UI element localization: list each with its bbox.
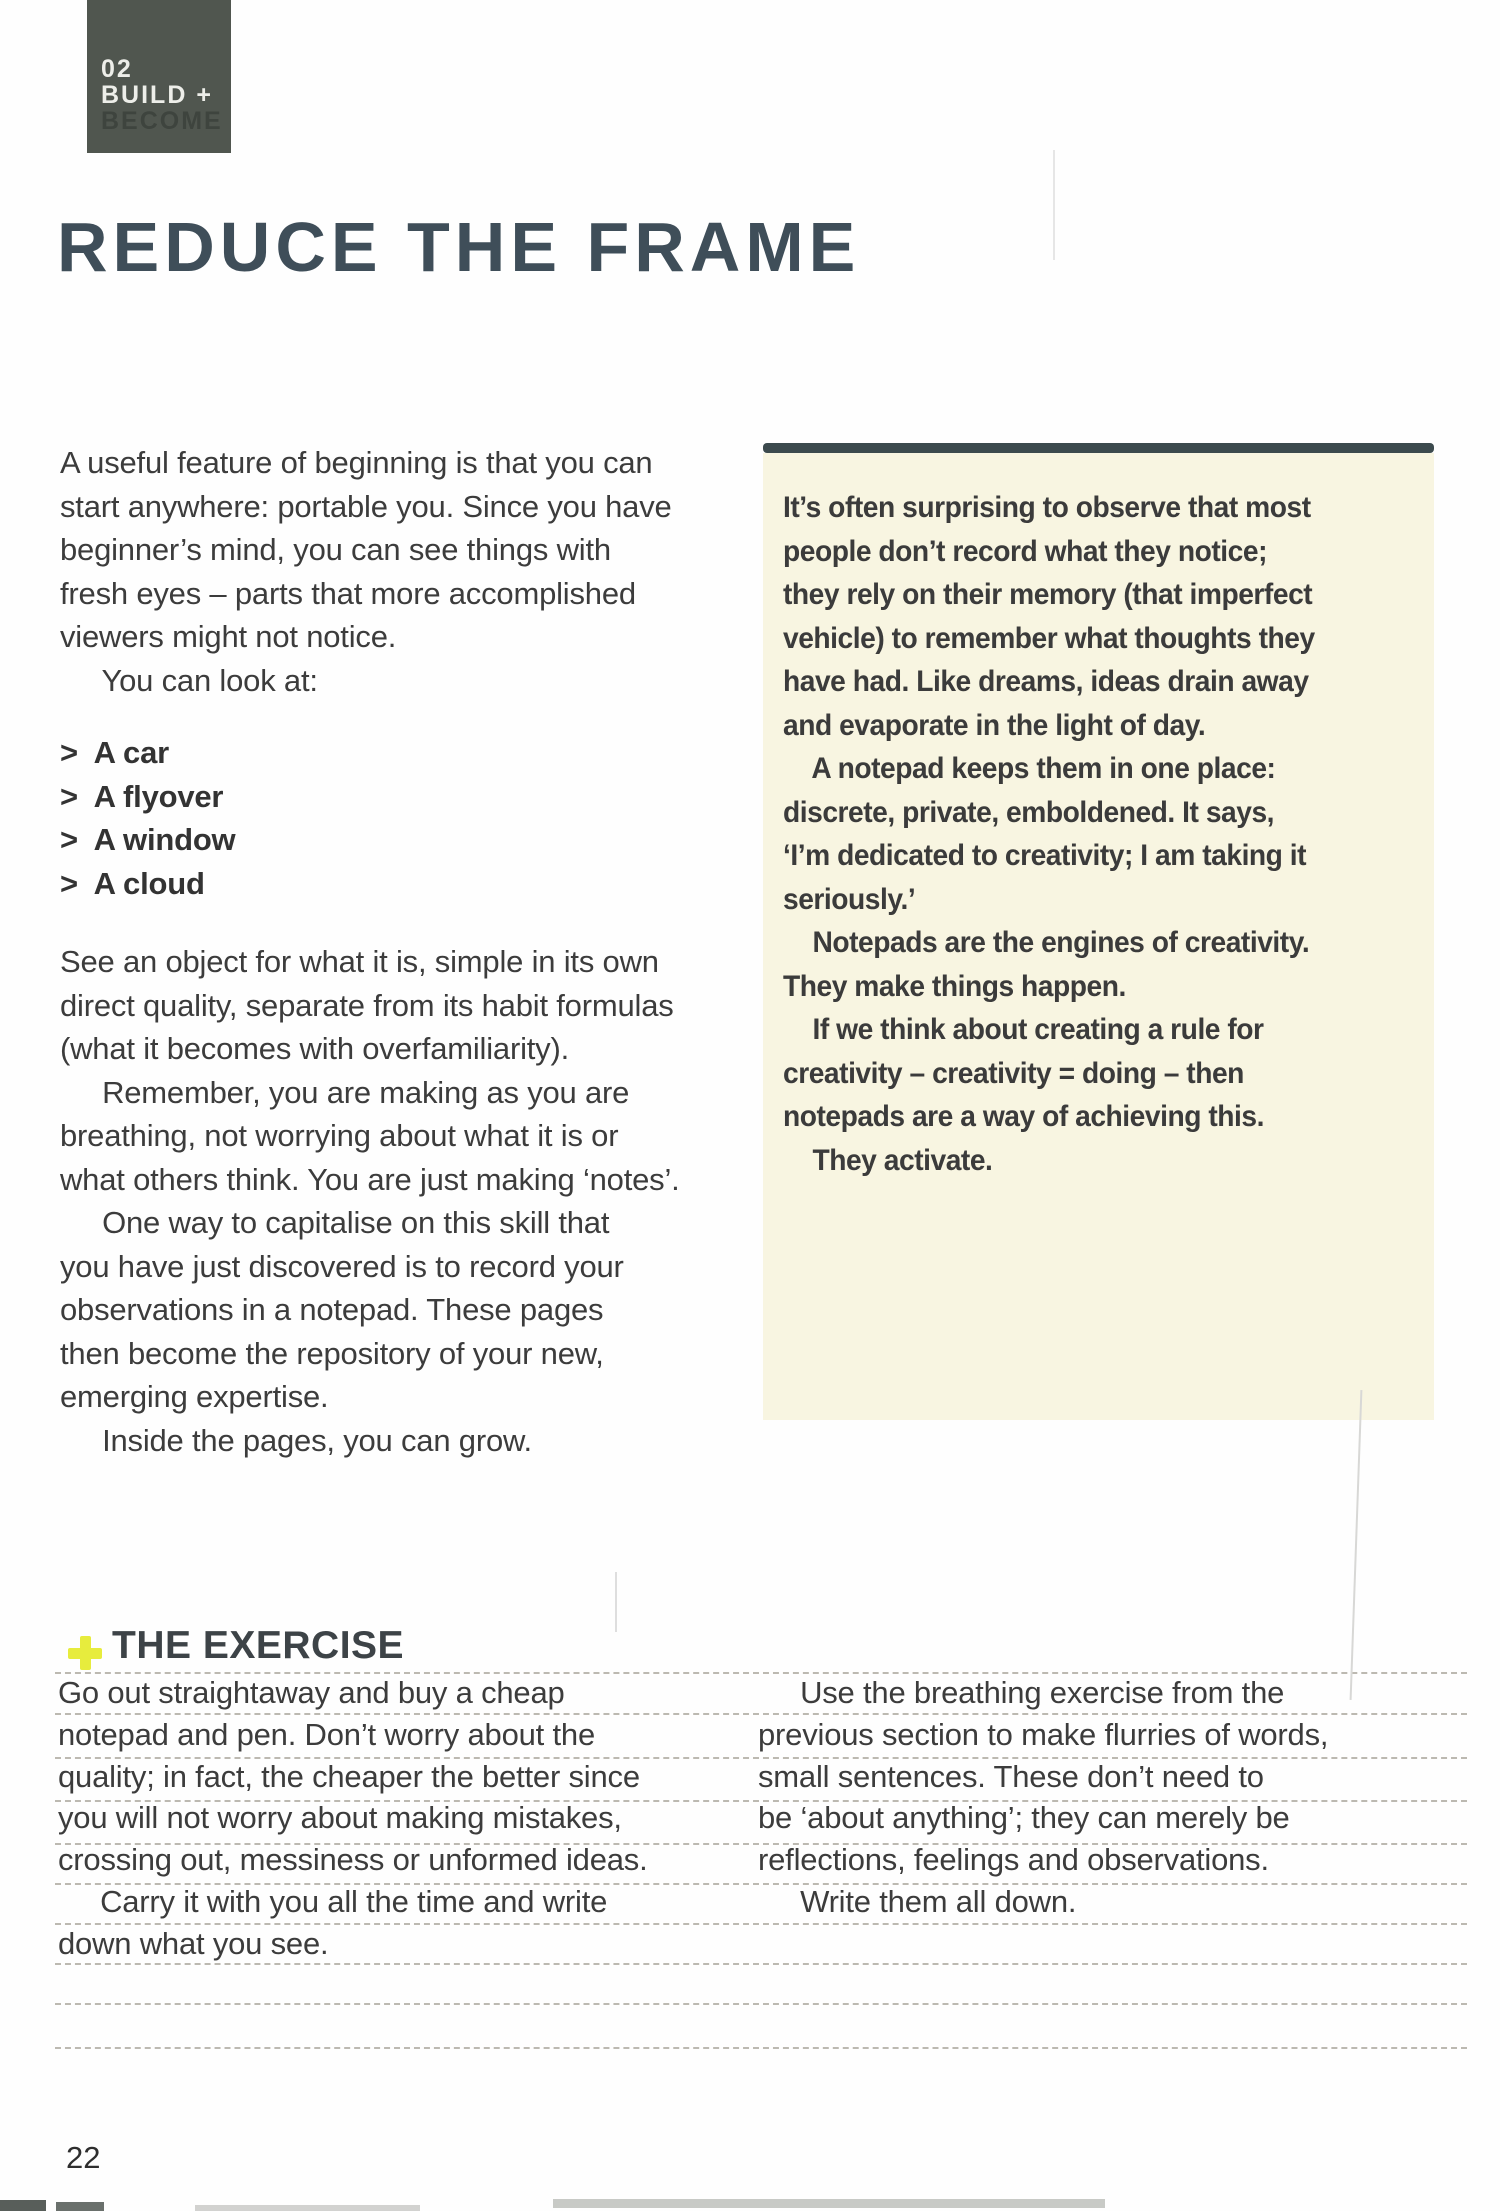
text-line: you will not worry about making mistakes, <box>58 1800 622 1836</box>
text-line: be ‘about anything’; they can merely be <box>758 1800 1290 1836</box>
text-line: you have just discovered is to record your <box>60 1248 624 1284</box>
text-line: (what it becomes with overfamiliarity). <box>60 1031 570 1066</box>
text-line: One way to capitalise on this skill that <box>60 1205 610 1240</box>
chapter-series-become: BECOME <box>101 107 223 135</box>
plus-icon <box>68 1636 102 1670</box>
text-line: > A window <box>60 822 236 857</box>
text-line: seriously.’ <box>783 882 916 916</box>
exercise-right-column <box>758 1672 1328 1923</box>
scan-edge-artifact <box>56 2202 104 2211</box>
text-line: vehicle) to remember what thoughts they <box>783 621 1315 655</box>
text-line: emerging expertise. <box>60 1379 329 1414</box>
exercise-title: THE EXERCISE <box>112 1624 405 1667</box>
text-line: You can look at: <box>60 662 318 698</box>
text-line: discrete, private, emboldened. It says, <box>783 795 1275 829</box>
text-line: viewers might not notice. <box>60 619 397 654</box>
text-line: It’s often surprising to observe that most <box>783 491 1311 524</box>
text-line: Go out straightaway and buy a cheap <box>58 1675 565 1710</box>
scan-edge-artifact <box>195 2205 420 2211</box>
text-line: reflections, feelings and observations. <box>758 1842 1269 1878</box>
text-line: notepads are a way of achieving this. <box>783 1100 1264 1133</box>
text-line: notepad and pen. Don’t worry about the <box>58 1716 596 1752</box>
scan-edge-artifact <box>0 2200 46 2211</box>
text-line: creativity – creativity = doing – then <box>783 1056 1244 1090</box>
text-line: > A cloud <box>60 865 205 901</box>
text-line: A notepad keeps them in one place: <box>783 752 1276 785</box>
ruled-line <box>55 2047 1467 2049</box>
text-line: observations in a notepad. These pages <box>60 1292 604 1327</box>
text-line: ‘I’m dedicated to creativity; I am taking it <box>783 839 1307 872</box>
page-number: 22 <box>66 2140 101 2175</box>
ruled-line <box>55 2003 1467 2005</box>
text-line: direct quality, separate from its habit formulas <box>60 987 674 1023</box>
scan-crease <box>1053 150 1055 260</box>
text-line: crossing out, messiness or unformed ideas. <box>58 1842 648 1878</box>
callout-text <box>783 486 1378 1182</box>
text-line: Carry it with you all the time and write <box>58 1883 608 1919</box>
text-line: Inside the pages, you can grow. <box>60 1422 532 1458</box>
text-line: small sentences. These don’t need to <box>758 1758 1264 1794</box>
scan-crease <box>615 1572 617 1632</box>
text-line: they rely on their memory (that imperfect <box>783 578 1313 611</box>
text-line: quality; in fact, the cheaper the better since <box>58 1758 640 1794</box>
text-line: then become the repository of your new, <box>60 1335 604 1371</box>
text-line: people don’t record what they notice; <box>783 534 1267 568</box>
text-line: Notepads are the engines of creativity. <box>783 926 1310 959</box>
scan-edge-artifact <box>553 2199 1105 2208</box>
text-line: A useful feature of beginning is that you can <box>60 445 653 480</box>
intro-paragraph <box>60 441 672 702</box>
text-line: beginner’s mind, you can see things with <box>60 532 611 567</box>
text-line: start anywhere: portable you. Since you have <box>60 488 672 524</box>
exercise-left-column <box>58 1672 648 1965</box>
chapter-badge-text <box>101 56 223 134</box>
text-line: They activate. <box>783 1143 993 1177</box>
text-line: If we think about creating a rule for <box>783 1013 1264 1046</box>
observation-list <box>60 731 235 905</box>
text-line: down what you see. <box>58 1925 329 1961</box>
text-line: breathing, not worrying about what it is or <box>60 1118 619 1153</box>
chapter-number: 02 <box>101 55 133 83</box>
text-line: See an object for what it is, simple in its own <box>60 944 659 979</box>
text-line: have had. Like dreams, ideas drain away <box>783 665 1309 698</box>
chapter-series-build: BUILD + <box>101 81 213 109</box>
callout-top-border <box>763 443 1434 453</box>
text-line: and evaporate in the light of day. <box>783 708 1206 742</box>
text-line: Use the breathing exercise from the <box>758 1675 1285 1710</box>
text-line: They make things happen. <box>783 969 1126 1003</box>
text-line: fresh eyes – parts that more accomplished <box>60 575 636 611</box>
page-title: REDUCE THE FRAME <box>57 208 861 286</box>
callout-box <box>763 453 1434 1420</box>
text-line: previous section to make flurries of words, <box>758 1716 1329 1752</box>
text-line: Remember, you are making as you are <box>60 1074 630 1110</box>
chapter-badge <box>87 0 231 153</box>
text-line: Write them all down. <box>758 1883 1077 1919</box>
text-line: > A car <box>60 735 169 770</box>
scan-crease <box>1350 1390 1363 1700</box>
body-paragraphs <box>60 940 680 1462</box>
text-line: what others think. You are just making ‘notes’. <box>60 1161 680 1197</box>
text-line: > A flyover <box>60 778 224 814</box>
